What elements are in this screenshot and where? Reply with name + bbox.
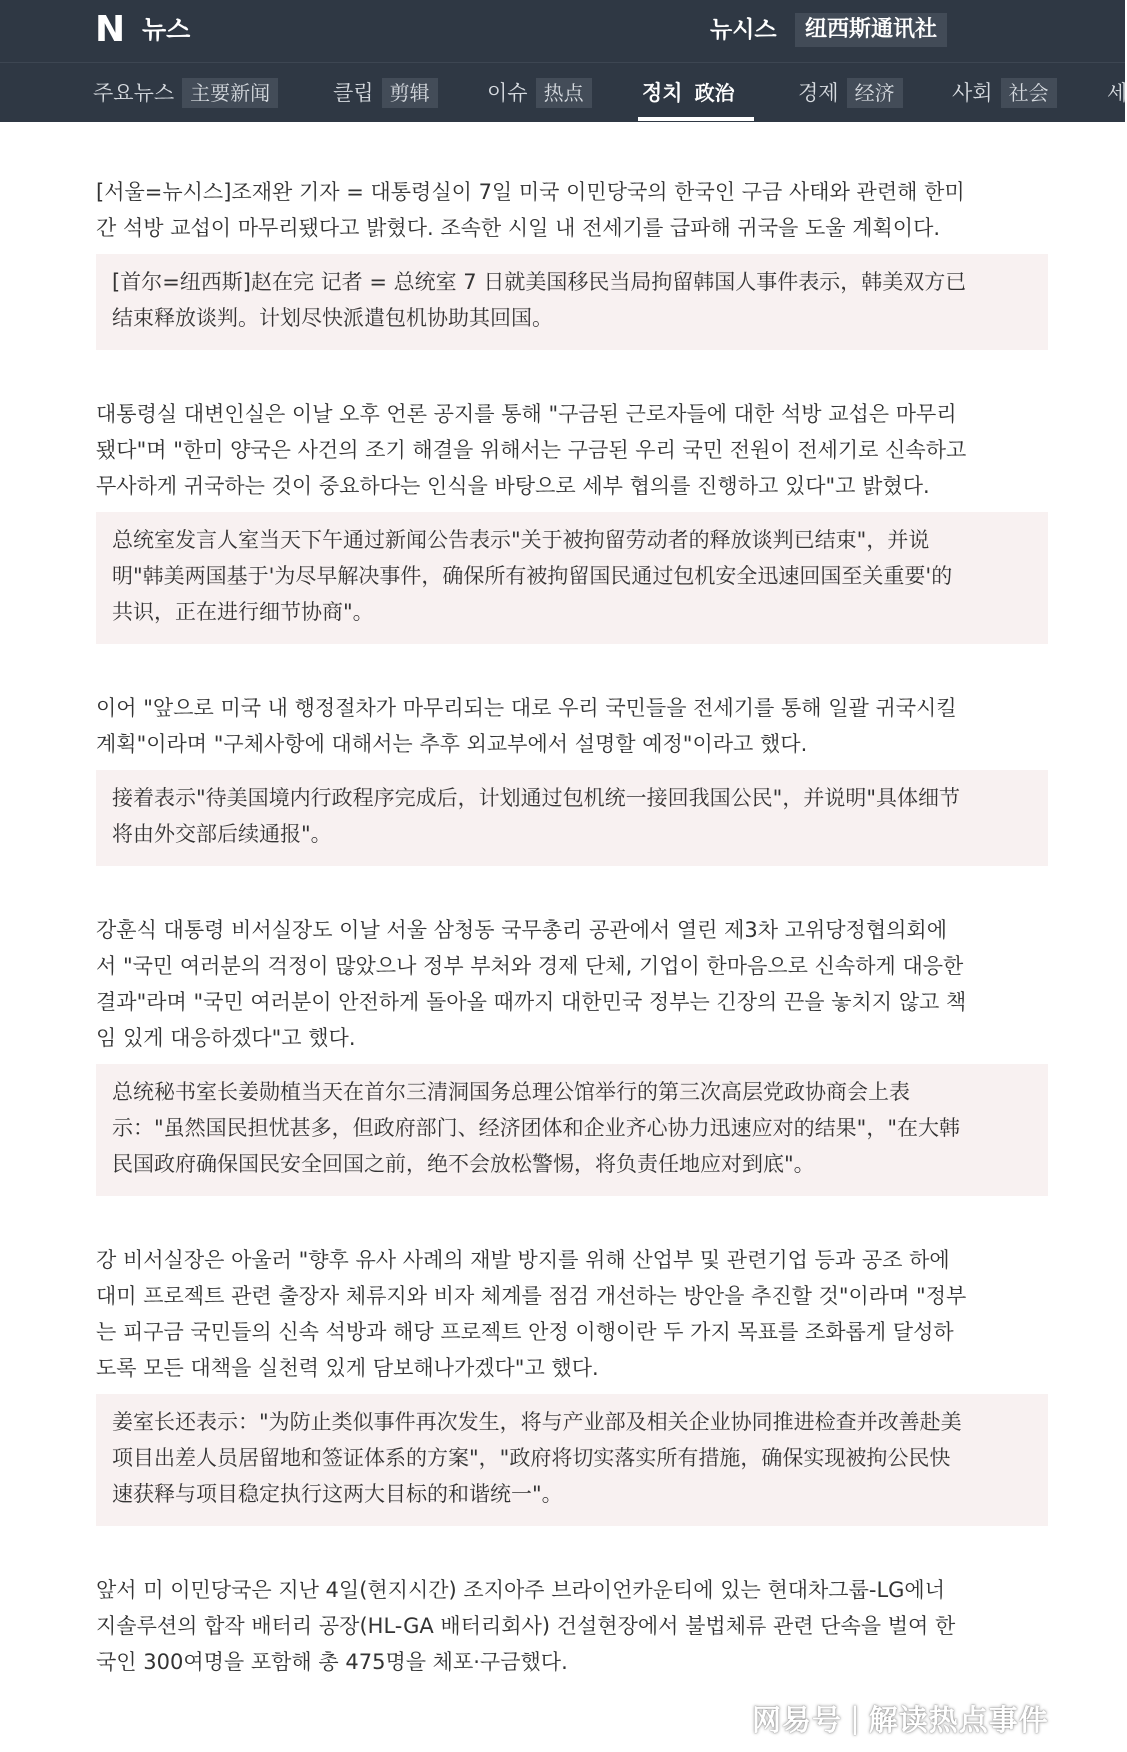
article-paragraph-block xyxy=(96,396,1048,644)
watermark-platform: 网易号 xyxy=(752,1702,843,1737)
article-paragraph-block xyxy=(96,690,1048,866)
naver-logo-icon[interactable]: N xyxy=(95,9,126,50)
tab-label: 주요뉴스 xyxy=(93,80,175,105)
news-section-link[interactable]: 뉴스 xyxy=(142,15,191,44)
article-paragraph-block xyxy=(96,912,1048,1196)
paragraph-translation: 总统秘书室长姜勋植当天在首尔三清洞国务总理公馆举行的第三次高层党政协商会上表 示："虽然国民担忧甚多，但政府部门、经济团体和企业齐心协力迅速应对的结果"，"在大韩 民国政府确保国民安全回国之前，绝不会放松警惕，将负责任地应对到底"。 xyxy=(96,1064,1048,1196)
paragraph-korean: 강훈식 대통령 비서실장도 이날 서울 삼청동 국무총리 공관에서 열린 제3차 고위당정협의회에 서 "국민 여러분의 걱정이 많았으나 정부 부처와 경제 단체, 기업이 한마음으로 신속하게 대응한 결과"라며 "국민 여러분이 안전하게 돌아올 때까지 대한민국 정부는 긴장의 끈을 놓치지 않고 책 임 있게 대응하겠다"고 했다. xyxy=(96,918,967,1050)
paragraph-korean: [서울=뉴시스]조재완 기자 = 대통령실이 7일 미국 이민당국의 한국인 구금 사태와 관련해 한미 간 석방 교섭이 마무리됐다고 밝혔다. 조속한 시일 내 전세기를 급파해 귀국을 도울 계획이다. xyxy=(96,180,965,240)
tab-issue[interactable] xyxy=(487,63,592,122)
tab-politics[interactable] xyxy=(642,63,739,122)
tab-clip[interactable] xyxy=(333,63,438,122)
paragraph-translation: 接着表示"待美国境内行政程序完成后，计划通过包机统一接回我国公民"，并说明"具体细节 将由外交部后续通报"。 xyxy=(96,770,1048,866)
tab-label-translation: 政治 xyxy=(694,80,735,105)
active-tab-indicator xyxy=(638,117,754,121)
header-row xyxy=(0,0,1125,62)
tab-label-translation: 热点 xyxy=(536,78,592,108)
press-name[interactable]: 뉴시스 xyxy=(710,17,777,43)
tab-label-translation: 主要新闻 xyxy=(182,78,278,108)
category-tabs xyxy=(0,63,1125,122)
tab-economy[interactable] xyxy=(798,63,903,122)
paragraph-korean: 강 비서실장은 아울러 "향후 유사 사례의 재발 방지를 위해 산업부 및 관련기업 등과 공조 하에 대미 프로젝트 관련 출장자 체류지와 비자 체계를 점검 개선하는 방안을 추진할 것"이라며 "정부 는 피구금 국민들의 신속 석방과 해당 프로젝트 안정 이행이란 두 가지 목표를 조화롭게 달성하 도록 모든 대책을 실천력 있게 담보해나가겠다"고 했다. xyxy=(96,1248,967,1380)
article-paragraph-block xyxy=(96,174,1048,350)
source-watermark xyxy=(752,1698,1049,1738)
paragraph-korean: 앞서 미 이민당국은 지난 4일(현지시간) 조지아주 브라이언카운티에 있는 현대차그룹-LG에너 지솔루션의 합작 배터리 공장(HL-GA 배터리회사) 건설현장에서 불법체류 관련 단속을 벌여 한 국인 300여명을 포함해 총 475명을 체포·구금했다. xyxy=(96,1578,956,1674)
article-body xyxy=(96,174,1048,1726)
watermark-separator: | xyxy=(850,1701,861,1735)
tab-label-translation: 剪辑 xyxy=(382,78,438,108)
article-paragraph-block xyxy=(96,1242,1048,1526)
tab-main-news[interactable] xyxy=(93,63,278,122)
tab-label: 사회 xyxy=(952,80,993,105)
article-paragraph-block xyxy=(96,1572,1048,1680)
press-name-translation-badge: 纽西斯通讯社 xyxy=(795,13,947,47)
paragraph-translation: 总统室发言人室当天下午通过新闻公告表示"关于被拘留劳动者的释放谈判已结束"，并说 明"韩美两国基于'为尽早解决事件，确保所有被拘留国民通过包机安全迅速回国至关重要'的 共识，正在进行细节协商"。 xyxy=(96,512,1048,644)
paragraph-korean: 이어 "앞으로 미국 내 행정절차가 마무리되는 대로 우리 국민들을 전세기를 통해 일괄 귀국시킬 계획"이라며 "구체사항에 대해서는 추후 외교부에서 설명할 예정"이라고 했다. xyxy=(96,696,957,756)
tab-label: 세 xyxy=(1107,80,1127,105)
tab-label: 경제 xyxy=(798,80,839,105)
tab-label-translation: 社会 xyxy=(1001,78,1057,108)
paragraph-translation: 姜室长还表示："为防止类似事件再次发生，将与产业部及相关企业协同推进检查并改善赴美 项目出差人员居留地和签证体系的方案"，"政府将切实落实所有措施，确保实现被拘公民快 速获释与项目稳定执行这两大目标的和谐统一"。 xyxy=(96,1394,1048,1526)
paragraph-korean: 대통령실 대변인실은 이날 오후 언론 공지를 통해 "구금된 근로자들에 대한 석방 교섭은 마무리 됐다"며 "한미 양국은 사건의 조기 해결을 위해서는 구금된 우리 국민 전원이 전세기로 신속하고 무사하게 귀국하는 것이 중요하다는 인식을 바탕으로 세부 협의를 진행하고 있다"고 밝혔다. xyxy=(96,402,967,498)
tab-label-translation: 经济 xyxy=(847,78,903,108)
top-navigation-bar xyxy=(0,0,1125,122)
tab-label: 클립 xyxy=(333,80,374,105)
tab-world-partial[interactable] xyxy=(1107,63,1127,122)
tab-label: 이슈 xyxy=(487,80,528,105)
watermark-account: 解读热点事件 xyxy=(868,1702,1049,1737)
tab-society[interactable] xyxy=(952,63,1057,122)
tab-label: 정치 xyxy=(642,80,683,105)
paragraph-translation: [首尔=纽西斯]赵在完 记者 = 总统室 7 日就美国移民当局拘留韩国人事件表示，韩美双方已 结束释放谈判。计划尽快派遣包机协助其回国。 xyxy=(96,254,1048,350)
